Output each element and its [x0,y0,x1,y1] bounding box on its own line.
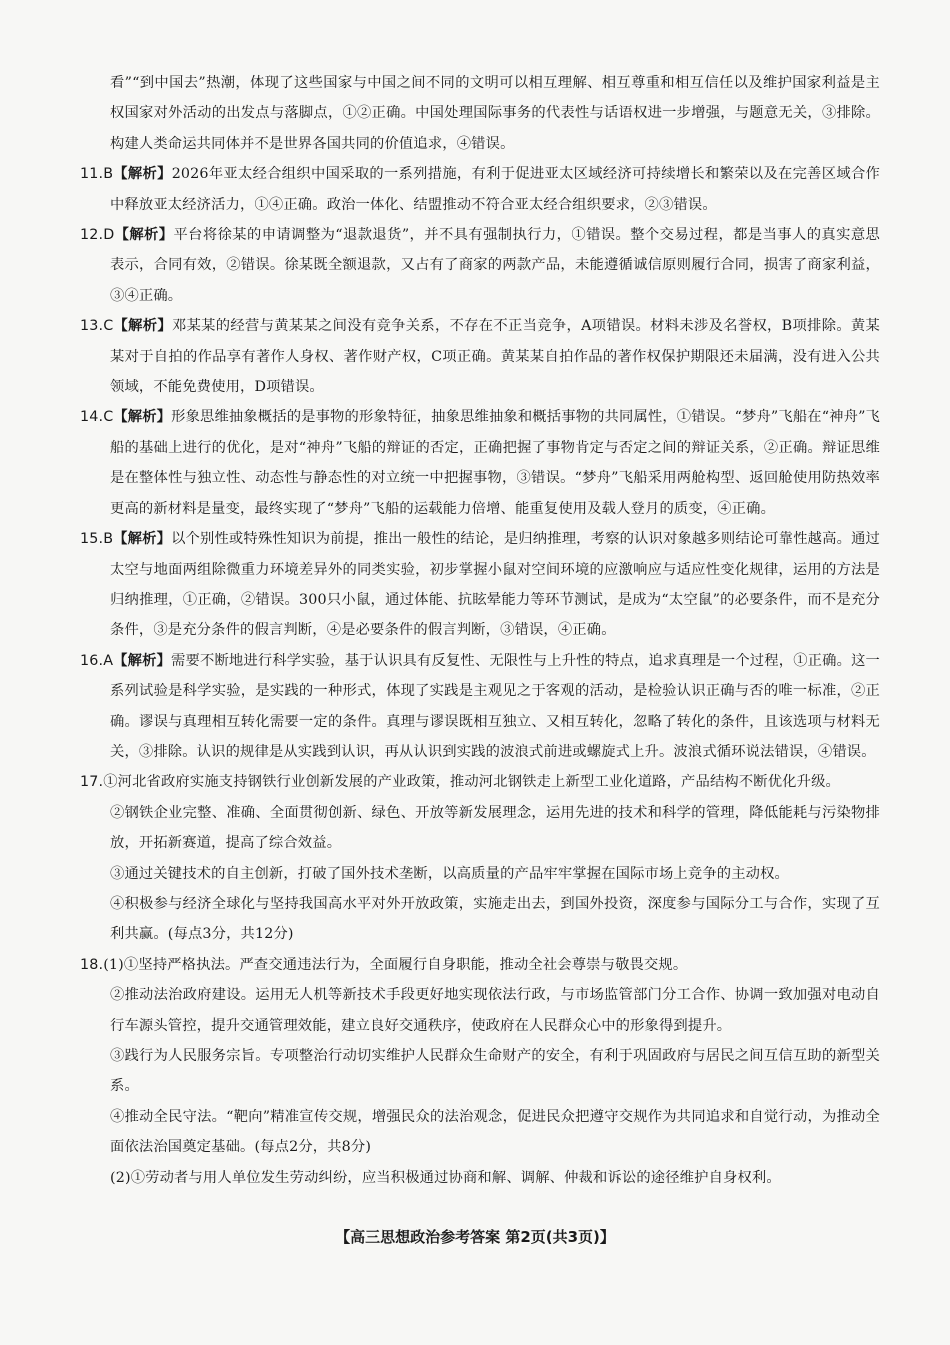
analysis-text: 平台将徐某的申请调整为“退款退货”，并不具有强制执行力，①错误。整个交易过程，都是当事人的真实意思表示，合同有效，②错误。徐某既全额退款，又占有了商家的两款产品，未能遵循诚信原则履行合同，损害了商家利益，③④正确。 [110,227,880,304]
answer-choice: B [103,166,114,183]
analysis-tag: 【解析】 [113,166,172,183]
question-number: 18. [80,956,104,973]
analysis-tag: 【解析】 [114,227,174,244]
answer-choice: D [103,227,115,244]
answer-point: ④积极参与经济全球化与坚持我国高水平对外开放政策，实施走出去，到国外投资，深度参与国际分工与合作，实现了互利共赢。(每点3分，共12分) [110,895,880,943]
analysis-tag: 【解析】 [113,409,172,426]
answer-point: (1)①坚持严格执法。严查交通违法行为，全面履行自身职能，推动全社会尊崇与敬畏交规。 [103,956,688,973]
answer-choice: C [103,409,114,426]
answer-17 [80,767,880,797]
analysis-tag: 【解析】 [113,318,172,335]
analysis-text: 2026年亚太经合组织中国采取的一系列措施，有利于促进亚太区域经济可持续增长和繁荣以及在完善区域合作中释放亚太经济活力，①④正确。政治一体化、结盟推动不符合亚太经合组织要求，②③错误。 [110,166,880,213]
answer-13 [80,311,880,402]
answer-choice: B [103,531,114,548]
answer-15 [80,524,880,646]
analysis-text: 需要不断地进行科学实验，基于认识具有反复性、无限性与上升性的特点，追求真理是一个过程，①正确。这一系列试验是科学实验，是实践的一种形式，体现了实践是主观见之于客观的活动，是检验认识正确与否的唯一标准，②正确。谬误与真理相互转化需要一定的条件。真理与谬误既相互独立、又相互转化，忽略了转化的条件，且该选项与材料无关，③排除。认识的规律是从实践到认识，再从认识到实践的波浪式前进或螺旋式上升。波浪式循环说法错误，④错误。 [110,652,880,760]
answer-choice: C [103,318,114,335]
analysis-text: 形象思维抽象概括的是事物的形象特征，抽象思维抽象和概括事物的共同属性，①错误。“梦舟”飞船在“神舟”飞船的基础上进行的优化，是对“神舟”飞船的辩证的否定，正确把握了事物肯定与否定之间的辩证关系，②正确。辩证思维是在整体性与独立性、动态性与静态性的对立统一中把握事物，③错误。“梦舟”飞船采用两舱构型、返回舱使用防热效率更高的新材料是量变，最终实现了“梦舟”飞船的运载能力倍增、能重复使用及载人登月的质变，④正确。 [110,409,880,517]
answer-18 [80,950,880,980]
answer-12 [80,220,880,311]
answer-choice: A [103,652,114,669]
analysis-text: 邓某某的经营与黄某某之间没有竞争关系，不存在不正当竞争，A项错误。材料未涉及名誉权，B项排除。黄某某对于自拍的作品享有著作人身权、著作财产权，C项正确。黄某某自拍作品的著作权保护期限还未届满，没有进入公共领域，不能免费使用，D项错误。 [110,318,880,396]
answer-11 [80,159,880,220]
question-number: 13. [80,318,104,335]
question-number: 15. [80,531,104,548]
answer-16 [80,646,880,768]
answer-point: ③践行为人民服务宗旨。专项整治行动切实维护人民群众生命财产的安全，有利于巩固政府与居民之间互信互助的新型关系。 [110,1048,880,1095]
analysis-text: 以个别性或特殊性知识为前提，推出一般性的结论，是归纳推理，考察的认识对象越多则结论可靠性越高。通过太空与地面两组除微重力环境差异外的同类实验，初步掌握小鼠对空间环境的应激响应与适应性变化规律，运用的方法是归纳推理，①正确，②错误。300只小鼠，通过体能、抗眩晕能力等环节测试，是成为“太空鼠”的必要条件，而不是充分条件，③是充分条件的假言判断，④是必要条件的假言判断，③错误，④正确。 [110,531,880,639]
question-number: 14. [80,409,104,426]
answer-point: (2)①劳动者与用人单位发生劳动纠纷，应当积极通过协商和解、调解、仲裁和诉讼的途径维护自身权利。 [110,1169,781,1186]
answer-point: ②钢铁企业完整、准确、全面贯彻创新、绿色、开放等新发展理念，运用先进的技术和科学的管理，降低能耗与污染物排放，开拓新赛道，提高了综合效益。 [110,804,880,852]
analysis-tag: 【解析】 [113,652,172,669]
question-number: 11. [80,166,104,183]
answer-point: ②推动法治政府建设。运用无人机等新技术手段更好地实现依法行政，与市场监管部门分工合作、协调一致加强对电动自行车源头管控，提升交通管理效能，建立良好交通秩序，使政府在人民群众心中的形象得到提升。 [110,987,880,1034]
answer-14 [80,402,880,524]
question-number: 12. [80,227,104,244]
question-number: 16. [80,652,104,669]
answer-point: ④推动全民守法。“靶向”精准宣传交规，增强民众的法治观念，促进民众把遵守交规作为共同追求和自觉行动，为推动全面依法治国奠定基础。(每点2分，共8分) [110,1108,880,1156]
page-footer: 【高三思想政治参考答案 第2页(共3页)】 [335,1228,615,1246]
answer-point: ①河北省政府实施支持钢铁行业创新发展的产业政策，推动河北钢铁走上新型工业化道路，产品结构不断优化升级。 [103,774,840,791]
list-item: 看”“到中国去”热潮，体现了这些国家与中国之间不同的文明可以相互理解、相互尊重和相互信任以及维护国家利益是主权国家对外活动的出发点与落脚点，①②正确。中国处理国际事务的代表性与话语权进一步增强，与题意无关，③排除。构建人类命运共同体并不是世界各国共同的价值追求，④错误。 [110,75,880,152]
analysis-tag: 【解析】 [113,531,172,548]
question-number: 17. [80,774,104,791]
answer-point: ③通过关键技术的自主创新，打破了国外技术垄断，以高质量的产品牢牢掌握在国际市场上竞争的主动权。 [110,865,789,882]
answer-content [80,68,880,1193]
